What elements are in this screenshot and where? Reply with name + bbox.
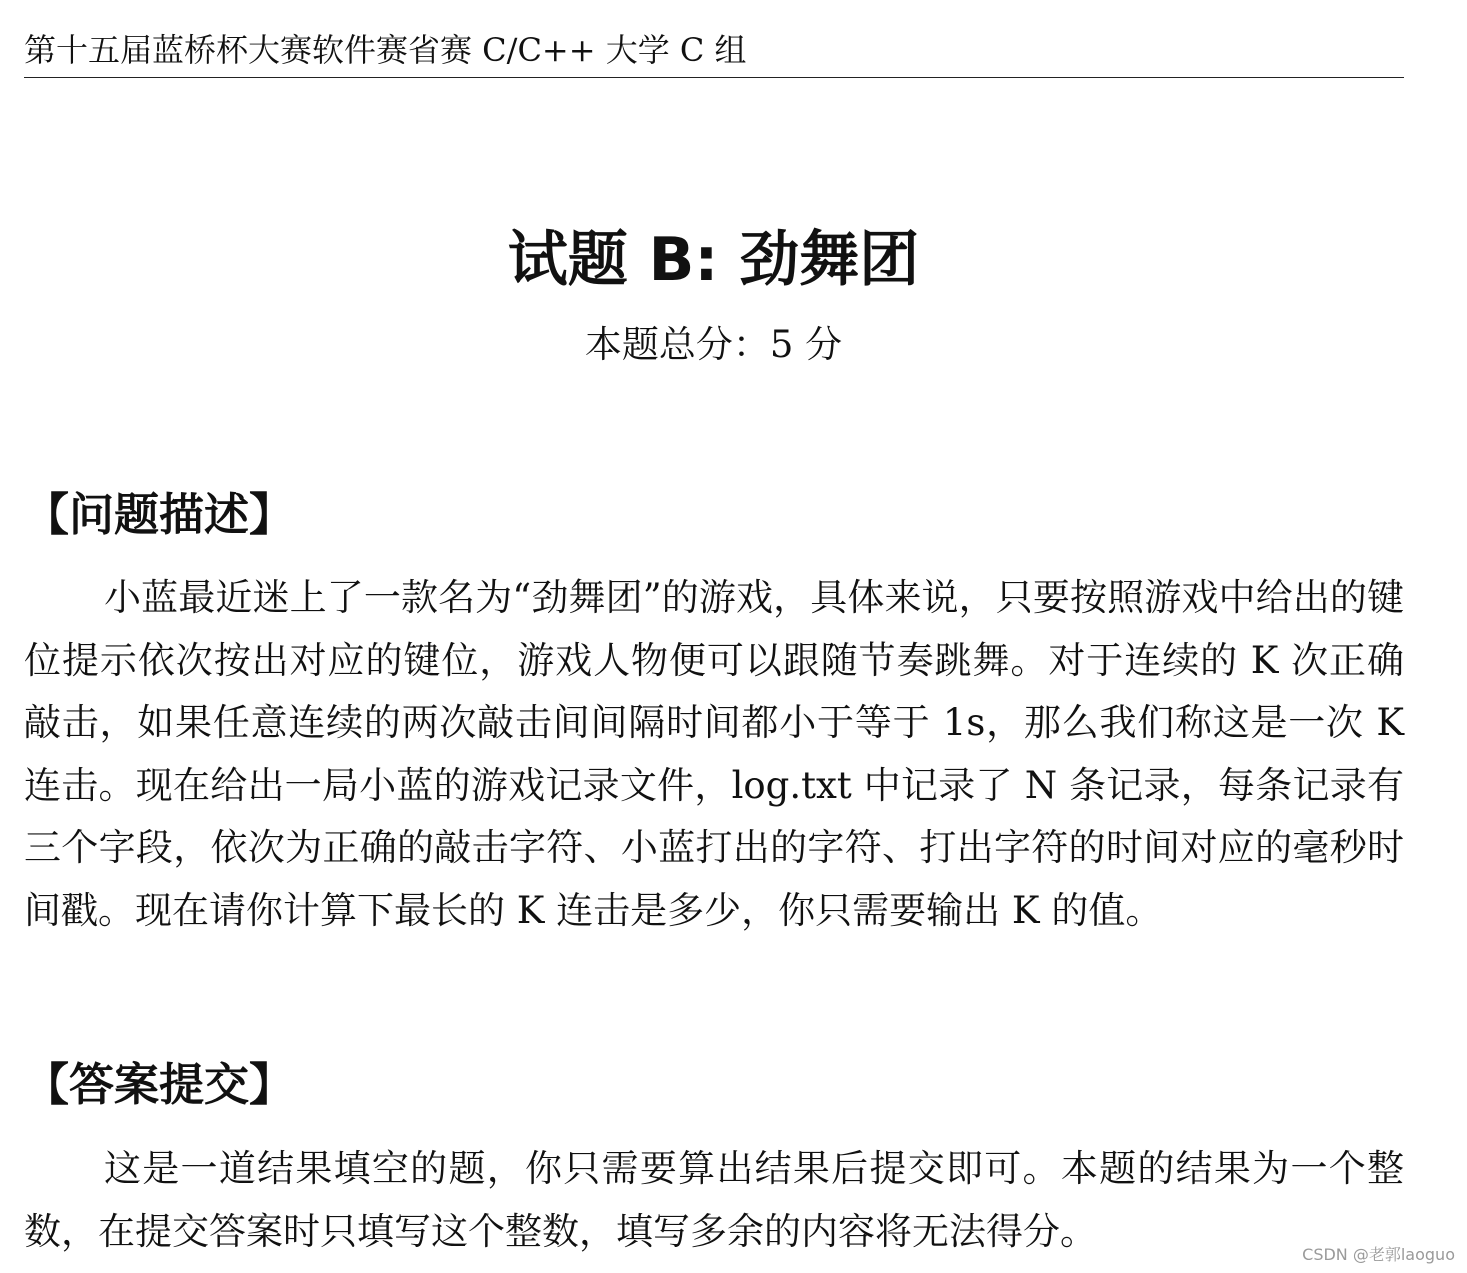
problem-title: 试题 B: 劲舞团 — [507, 225, 920, 295]
answer-heading: 【答案提交】 — [24, 1058, 295, 1111]
watermark: CSDN @老郭laoguo — [1302, 1245, 1455, 1264]
description-heading: 【问题描述】 — [24, 488, 295, 541]
description-paragraph: 小蓝最近迷上了一款名为“劲舞团”的游戏，具体来说，只要按照游戏中给出的键位提示依次按出对应的键位，游戏人物便可以跟随节奏跳舞。对于连续的 K 次正确敲击，如果任意连续的两次敲击间间隔时间都小于等于 1s，那么我们称这是一次 K 连击。现在给出一局小蓝的游戏记录文件，log.txt 中记录了 N 条记录，每条记录有三个字段，依次为正确的敲击字符、小蓝打出的字符、打出字符的时间对应的毫秒时间戳。现在请你计算下最长的 K 连击是多少，你只需要输出 K 的值。 — [24, 576, 1404, 932]
answer-paragraph: 这是一道结果填空的题，你只需要算出结果后提交即可。本题的结果为一个整数，在提交答案时只填写这个整数，填写多余的内容将无法得分。 — [24, 1147, 1404, 1253]
problem-score: 本题总分：5 分 — [584, 323, 843, 366]
page-header — [24, 30, 1404, 78]
header-title: 第十五届蓝桥杯大赛软件赛省赛 C/C++ 大学 C 组 — [24, 31, 747, 69]
